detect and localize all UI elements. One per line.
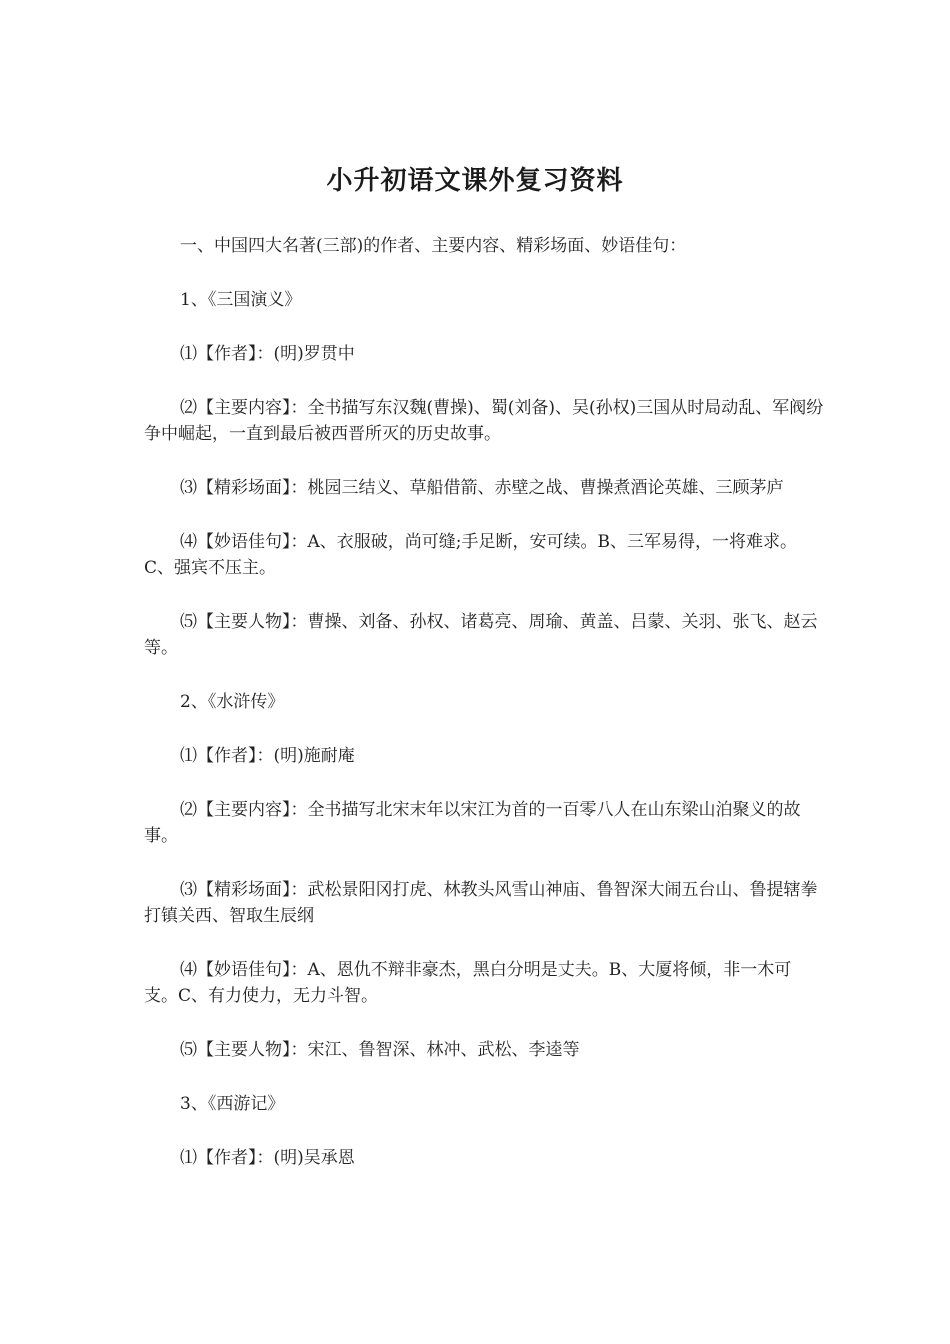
shuihu-scenes: ⑶【精彩场面】：武松景阳冈打虎、林教头风雪山神庙、鲁智深大闹五台山、鲁提辖拳打镇关西、智取生辰纲 — [144, 880, 818, 926]
book-heading-shuihu: 2、《水浒传》 — [180, 692, 285, 712]
book-heading-sanguo: 1、《三国演义》 — [180, 290, 302, 310]
xiyou-author: ⑴【作者】：(明)吴承恩 — [180, 1148, 355, 1168]
sanguo-quotes: ⑷【妙语佳句】：A、衣服破，尚可缝;手足断，安可续。B、三军易得，一将难求。C、强宾不压主。 — [144, 532, 797, 578]
shuihu-quotes: ⑷【妙语佳句】：A、恩仇不辩非豪杰，黑白分明是丈夫。B、大厦将倾，非一木可支。C、有力使力，无力斗智。 — [144, 960, 792, 1006]
sanguo-main-content: ⑵【主要内容】：全书描写东汉魏(曹操)、蜀(刘备)、吴(孙权)三国从时局动乱、军阀纷争中崛起，一直到最后被西晋所灭的历史故事。 — [144, 398, 824, 444]
sanguo-author: ⑴【作者】：(明)罗贯中 — [180, 344, 355, 364]
sanguo-characters: ⑸【主要人物】：曹操、刘备、孙权、诸葛亮、周瑜、黄盖、吕蒙、关羽、张飞、赵云等。 — [144, 612, 818, 658]
section-heading-four-classics: 一、中国四大名著(三部)的作者、主要内容、精彩场面、妙语佳句： — [180, 236, 687, 256]
shuihu-main-content: ⑵【主要内容】：全书描写北宋末年以宋江为首的一百零八人在山东梁山泊聚义的故事。 — [144, 800, 801, 846]
sanguo-scenes: ⑶【精彩场面】：桃园三结义、草船借箭、赤壁之战、曹操煮酒论英雄、三顾茅庐 — [180, 478, 784, 498]
document-title: 小升初语文课外复习资料 — [326, 166, 624, 196]
book-heading-xiyou: 3、《西游记》 — [180, 1094, 285, 1114]
shuihu-characters: ⑸【主要人物】：宋江、鲁智深、林冲、武松、李逵等 — [180, 1040, 580, 1060]
document-body — [144, 233, 824, 1199]
shuihu-author: ⑴【作者】：(明)施耐庵 — [180, 746, 355, 766]
